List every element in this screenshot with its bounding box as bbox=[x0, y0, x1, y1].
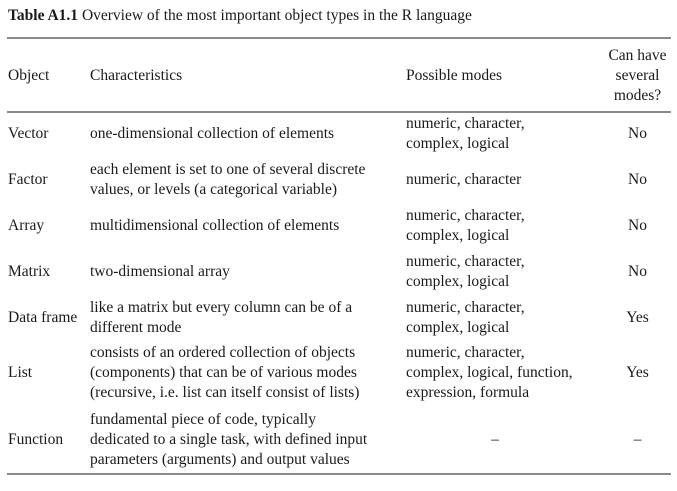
modes-line: numeric, character, bbox=[406, 253, 525, 270]
header-characteristics: Characteristics bbox=[90, 66, 183, 84]
header-object: Object bbox=[8, 66, 50, 84]
cell-object: List bbox=[8, 364, 33, 381]
cell-modes bbox=[406, 111, 604, 157]
cell-several: – bbox=[633, 431, 642, 448]
table-row bbox=[7, 249, 671, 295]
characteristics-line: parameters (arguments) and output values bbox=[90, 451, 350, 468]
cell-object: Function bbox=[8, 431, 64, 448]
cell-characteristics bbox=[90, 405, 406, 475]
cell-several: No bbox=[628, 217, 647, 234]
cell-modes bbox=[406, 405, 604, 475]
modes-line: numeric, character, bbox=[406, 207, 525, 224]
header-possible-modes: Possible modes bbox=[406, 66, 503, 84]
characteristics-line: two-dimensional array bbox=[90, 263, 230, 280]
characteristics-line: (components) that can be of various modes bbox=[90, 364, 357, 381]
characteristics-line: different mode bbox=[90, 319, 182, 336]
table-row bbox=[7, 405, 671, 475]
cell-object: Factor bbox=[8, 171, 48, 188]
cell-modes bbox=[406, 249, 604, 295]
cell-object: Matrix bbox=[8, 263, 51, 280]
modes-line: complex, logical bbox=[406, 135, 510, 152]
table-row bbox=[7, 157, 671, 203]
cell-object: Data frame bbox=[8, 309, 78, 326]
cell-modes bbox=[406, 157, 604, 203]
modes-dash: – bbox=[491, 431, 499, 448]
cell-modes bbox=[406, 203, 604, 249]
table-label: Table A1.1 bbox=[8, 7, 79, 24]
cell-modes bbox=[406, 295, 604, 341]
cell-characteristics bbox=[90, 157, 406, 203]
object-types-table bbox=[7, 40, 671, 475]
modes-line: expression, formula bbox=[406, 384, 530, 401]
modes-line: numeric, character bbox=[406, 171, 522, 188]
cell-characteristics bbox=[90, 111, 406, 157]
modes-line: complex, logical bbox=[406, 319, 510, 336]
cell-characteristics bbox=[90, 249, 406, 295]
header-several-line: modes? bbox=[613, 86, 662, 104]
modes-line: complex, logical, function, bbox=[406, 364, 573, 381]
characteristics-line: fundamental piece of code, typically bbox=[90, 411, 316, 428]
characteristics-line: consists of an ordered collection of objects bbox=[90, 344, 356, 361]
cell-several: No bbox=[628, 171, 647, 188]
table-title: Overview of the most important object types in the R language bbox=[81, 7, 472, 24]
characteristics-line: values, or levels (a categorical variable) bbox=[90, 181, 338, 198]
cell-object: Vector bbox=[8, 125, 49, 142]
header-several-modes bbox=[604, 40, 671, 111]
modes-line: complex, logical bbox=[406, 227, 510, 244]
top-rule bbox=[7, 37, 671, 39]
cell-object: Array bbox=[8, 217, 45, 234]
table-row bbox=[7, 295, 671, 341]
modes-line: numeric, character, bbox=[406, 115, 525, 132]
header-several-line: Can have bbox=[608, 46, 667, 64]
cell-several: Yes bbox=[626, 309, 649, 326]
characteristics-line: (recursive, i.e. list can itself consist of lists) bbox=[90, 384, 360, 401]
cell-characteristics bbox=[90, 203, 406, 249]
characteristics-line: each element is set to one of several discrete bbox=[90, 161, 366, 178]
table-row bbox=[7, 203, 671, 249]
cell-several: Yes bbox=[626, 364, 649, 381]
cell-modes bbox=[406, 341, 604, 405]
characteristics-line: one-dimensional collection of elements bbox=[90, 125, 335, 142]
header-several-line: several bbox=[615, 66, 660, 84]
table-caption bbox=[8, 6, 472, 26]
table-row bbox=[7, 341, 671, 405]
modes-line: numeric, character, bbox=[406, 299, 525, 316]
modes-line: complex, logical bbox=[406, 273, 510, 290]
characteristics-line: multidimensional collection of elements bbox=[90, 217, 340, 234]
cell-characteristics bbox=[90, 341, 406, 405]
table-row bbox=[7, 111, 671, 157]
modes-line: numeric, character, bbox=[406, 344, 525, 361]
characteristics-line: dedicated to a single task, with defined input bbox=[90, 431, 368, 448]
cell-several: No bbox=[628, 263, 647, 280]
table-header-row bbox=[7, 40, 671, 111]
cell-characteristics bbox=[90, 295, 406, 341]
characteristics-line: like a matrix but every column can be of a bbox=[90, 299, 353, 316]
cell-several: No bbox=[628, 125, 647, 142]
